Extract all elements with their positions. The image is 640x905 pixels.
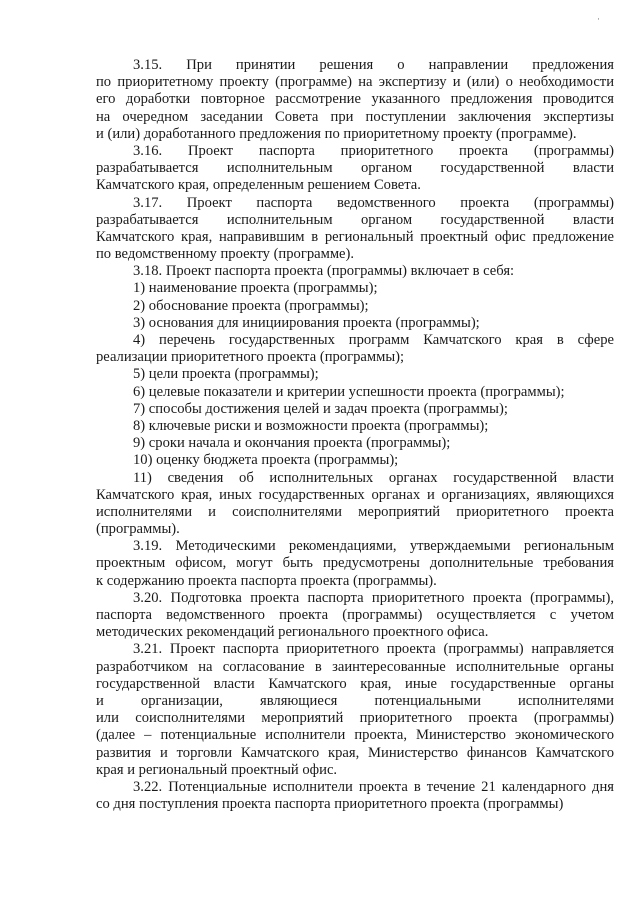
text-line: 5) цели проекта (программы);	[133, 366, 319, 383]
document-text	[96, 57, 614, 813]
text-line: на очередном заседании Совета при поступлении заключения экспертизы	[96, 108, 614, 125]
paragraph-i2	[96, 298, 614, 315]
text-line: проектным офисом, могут быть предусмотрены дополнительные требования	[96, 555, 614, 572]
text-line: 3) основания для инициирования проекта (программы);	[133, 314, 480, 331]
paragraph-i10	[96, 452, 614, 469]
text-line: методических рекомендаций регионального проектного офиса.	[96, 624, 489, 641]
text-line: 3.19. Методическими рекомендациями, утверждаемыми региональным	[133, 538, 614, 555]
text-line: паспорта ведомственного проекта (программы) осуществляется с учетом	[96, 607, 614, 623]
text-line: развития и торговли Камчатского края, Министерство финансов Камчатского	[96, 744, 614, 761]
text-line: его доработки повторное рассмотрение указанного предложения проводится	[96, 91, 614, 108]
text-line: реализации приоритетного проекта (программы);	[96, 349, 405, 366]
text-line: или соисполнителями мероприятий приоритетного проекта (программы)	[96, 710, 614, 727]
text-line: края и региональный проектный офис.	[96, 761, 338, 778]
text-line: 3.15. При принятии решения о направлении предложения	[133, 57, 614, 73]
paragraph-p321	[96, 641, 614, 779]
text-line: разрабатывается исполнительным органом государственной власти	[96, 160, 614, 177]
text-line: 9) сроки начала и окончания проекта (программы);	[133, 435, 451, 452]
text-line: по ведомственному проекту (программе).	[96, 246, 355, 263]
text-line: 1) наименование проекта (программы);	[133, 280, 378, 297]
text-line: разработчиком на согласование в заинтересованные исполнительные органы	[96, 658, 614, 675]
text-line: Камчатского края, определенным решением Совета.	[96, 177, 421, 194]
text-line: 10) оценку бюджета проекта (программы);	[133, 452, 399, 469]
text-line: 3.22. Потенциальные исполнители проекта в течение 21 календарного дня	[133, 778, 614, 795]
paragraph-i4	[96, 332, 614, 366]
paragraph-p315	[96, 57, 614, 143]
text-line: 6) целевые показатели и критерии успешности проекта (программы);	[133, 383, 565, 400]
text-line: 3.16. Проект паспорта приоритетного проекта (программы)	[133, 142, 614, 159]
text-line: 11) сведения об исполнительных органах государственной власти	[133, 469, 614, 486]
text-line: 3.21. Проект паспорта приоритетного проекта (программы) направляется	[133, 641, 614, 658]
paragraph-p320	[96, 590, 614, 642]
text-line: Камчатского края, направившим в региональный проектный офис предложение	[96, 228, 614, 245]
paragraph-p317	[96, 195, 614, 264]
text-line: Камчатского края, иных государственных органах и организациях, являющихся	[96, 486, 614, 503]
text-line: 4) перечень государственных программ Камчатского края в сфере	[133, 332, 614, 348]
text-line: (далее – потенциальные исполнители проекта, Министерство экономического	[96, 727, 614, 744]
paragraph-i3	[96, 315, 614, 332]
text-line: и организации, являющиеся потенциальными исполнителями	[96, 692, 614, 709]
text-line: исполнителями и соисполнителями мероприятий приоритетного проекта	[96, 503, 614, 520]
text-line: 7) способы достижения целей и задач проекта (программы);	[133, 400, 508, 417]
page-mark: ·	[597, 14, 600, 24]
text-line: государственной власти Камчатского края, иные государственные органы	[96, 675, 614, 692]
paragraph-i7	[96, 401, 614, 418]
text-line: со дня поступления проекта паспорта приоритетного проекта (программы)	[96, 796, 564, 813]
text-line: (программы).	[96, 521, 180, 538]
paragraph-i11	[96, 470, 614, 539]
paragraph-i1	[96, 280, 614, 297]
paragraph-p322	[96, 779, 614, 813]
text-line: по приоритетному проекту (программе) на экспертизу и (или) о необходимости	[96, 74, 614, 91]
paragraph-p319	[96, 538, 614, 590]
paragraph-i6	[96, 384, 614, 401]
text-line: 3.17. Проект паспорта ведомственного проекта (программы)	[133, 194, 614, 211]
text-line: 3.20. Подготовка проекта паспорта приоритетного проекта (программы),	[133, 589, 614, 606]
text-line: и (или) доработанного предложения по приоритетному проекту (программе).	[96, 125, 577, 142]
paragraph-p316	[96, 143, 614, 195]
paragraph-i8	[96, 418, 614, 435]
paragraph-p318	[96, 263, 614, 280]
text-line: 3.18. Проект паспорта проекта (программы) включает в себя:	[133, 263, 515, 280]
paragraph-i9	[96, 435, 614, 452]
text-line: разрабатывается исполнительным органом государственной власти	[96, 211, 614, 228]
text-line: 8) ключевые риски и возможности проекта (программы);	[133, 417, 489, 434]
text-line: 2) обоснование проекта (программы);	[133, 297, 369, 314]
paragraph-i5	[96, 366, 614, 383]
text-line: к содержанию проекта паспорта проекта (программы).	[96, 572, 437, 589]
